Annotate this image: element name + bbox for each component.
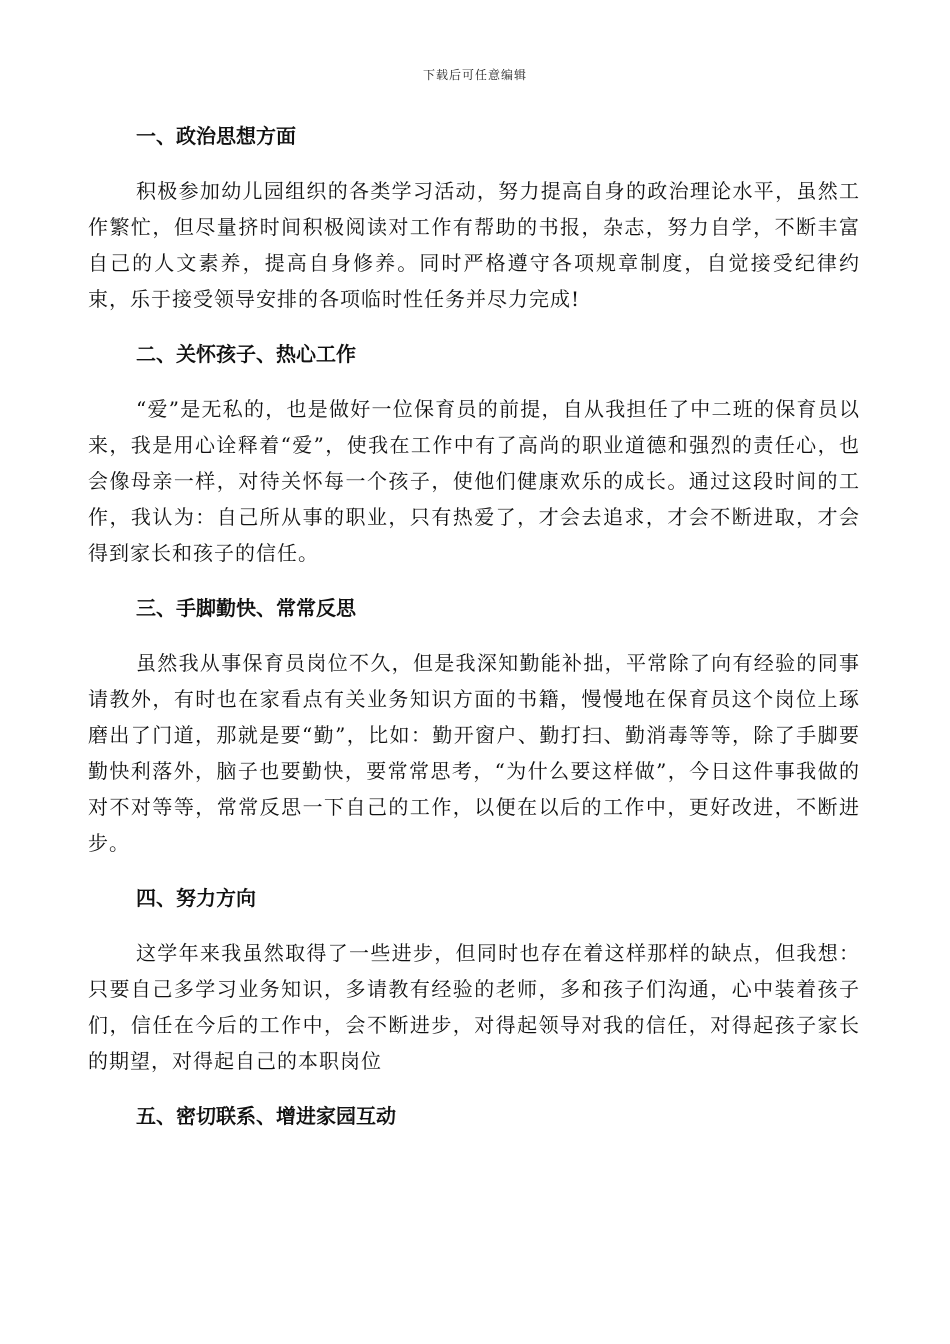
section-heading-home-school: 五、密切联系、增进家园互动 (136, 1104, 396, 1128)
section-paragraph-care: “爱”是无私的，也是做好一位保育员的前提，自从我担任了中二班的保育员以来，我是用心诠释着“爱”，使我在工作中有了高尚的职业道德和强烈的责任心，也会像母亲一样，对待关怀每一个孩子，使他们健康欢乐的成长。通过这段时间的工作，我认为：自己所从事的职业，只有热爱了，才会去追求，才会不断进取，才会得到家长和孩子的信任。 (88, 397, 860, 565)
section-paragraph-direction: 这学年来我虽然取得了一些进步，但同时也存在着这样那样的缺点，但我想：只要自己多学习业务知识，多请教有经验的老师，多和孩子们沟通，心中装着孩子们，信任在今后的工作中，会不断进步，对得起领导对我的信任，对得起孩子家长的期望，对得起自己的本职岗位 (88, 941, 860, 1073)
document-body (88, 118, 860, 1153)
page-header-note: 下载后可任意编辑 (422, 68, 527, 82)
section-paragraph-diligence: 虽然我从事保育员岗位不久，但是我深知勤能补拙，平常除了向有经验的同事请教外，有时也在家看点有关业务知识方面的书籍，慢慢地在保育员这个岗位上琢磨出了门道，那就是要“勤”，比如：勤开窗户、勤打扫、勤消毒等等，除了手脚要勤快利落外，脑子也要勤快，要常常思考，“为什么要这样做”，今日这件事我做的对不对等等，常常反思一下自己的工作，以便在以后的工作中，更好改进，不断进步。 (88, 651, 860, 855)
section-paragraph-politics: 积极参加幼儿园组织的各类学习活动，努力提高自身的政治理论水平，虽然工作繁忙，但尽量挤时间积极阅读对工作有帮助的书报，杂志，努力自学，不断丰富自己的人文素养，提高自身修养。同时严格遵守各项规章制度，自觉接受纪律约束，乐于接受领导安排的各项临时性任务并尽力完成! (88, 179, 860, 311)
section-heading-care: 二、关怀孩子、热心工作 (136, 342, 356, 366)
section-heading-politics: 一、政治思想方面 (136, 124, 296, 148)
section-heading-diligence: 三、手脚勤快、常常反思 (136, 596, 356, 620)
section-heading-direction: 四、努力方向 (136, 886, 256, 910)
